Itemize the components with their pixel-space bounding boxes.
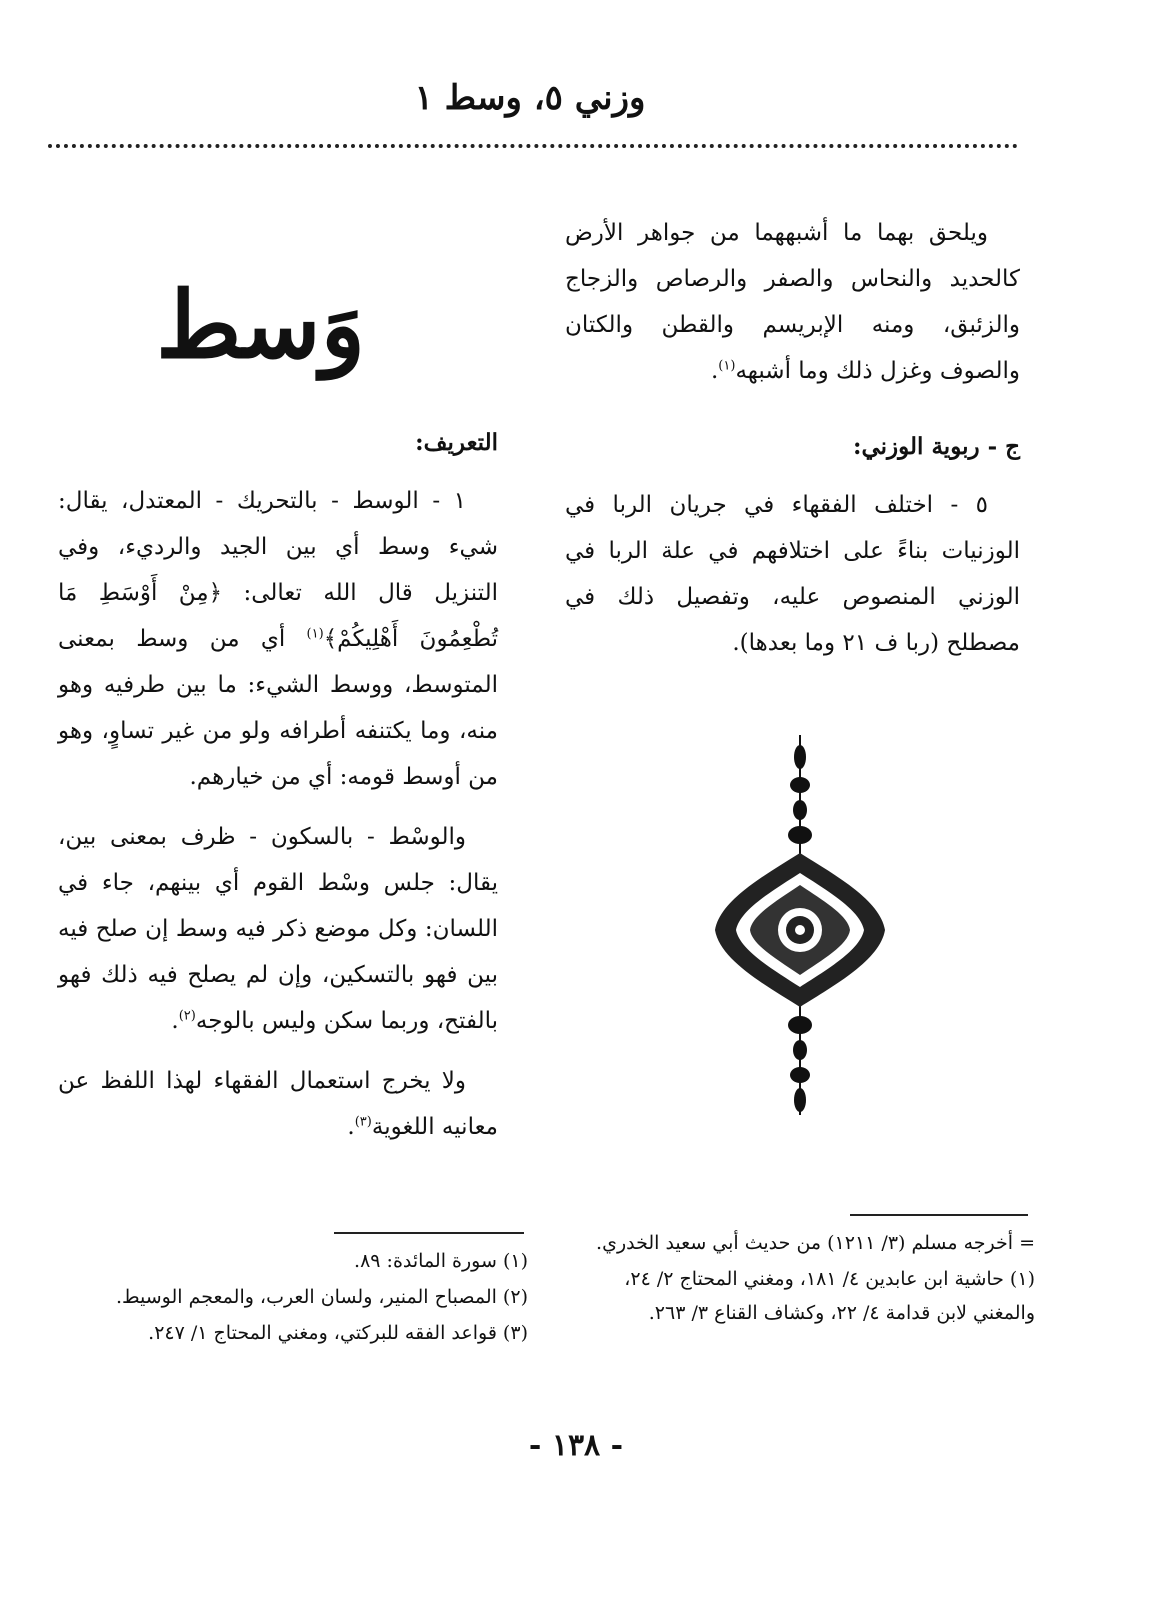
footnote-item: (١) سورة المائدة: ٨٩.	[354, 1250, 528, 1272]
running-header: وزني ٥، وسط ١	[414, 78, 646, 118]
footnote-rule-left	[334, 1232, 524, 1234]
intro-paragraph: ويلحق بهما ما أشبههما من جواهر الأرض كالحديد والنحاس والصفر والرصاص والزجاج والزئبق، ومنه الإبريسم والقطن والكتان والصوف وغزل ذلك وما أشبهه$^{(١)}$.	[565, 220, 1020, 384]
footnote-item: (٢) المصباح المنير، ولسان العرب، والمعجم الوسيط.	[115, 1286, 528, 1308]
section-5-paragraph: ٥ - اختلف الفقهاء في جريان الربا في الوزنيات بناءً على اختلافهم في علة الربا في الوزني المنصوص عليه، وتفصيل ذلك في مصطلح (ربا ف ٢١ وما بعدها).	[565, 492, 1020, 656]
definition-paragraph-1	[58, 478, 498, 800]
footnote-item: (٣) قواعد الفقه للبركتي، ومغني المحتاج ١/ ٢٤٧.	[148, 1322, 528, 1344]
left-column	[58, 420, 498, 1150]
para3-text: ولا يخرج استعمال الفقهاء لهذا اللفظ عن معانيه اللغوية	[58, 1068, 498, 1140]
footnote-item: = أخرجه مسلم (٣/ ١٢١١) من حديث أبي سعيد الخدري.	[596, 1232, 1035, 1254]
footnotes-right	[565, 1226, 1035, 1332]
footnote-ref: (٢)	[178, 1008, 196, 1024]
header-dotted-rule	[48, 144, 1018, 148]
footnote-rule-right	[850, 1214, 1028, 1216]
entry-title: وَسط	[156, 271, 365, 379]
definition-paragraph-3: ولا يخرج استعمال الفقهاء لهذا اللفظ عن معانيه اللغوية$^{(٣)}$.	[58, 1068, 498, 1140]
page-number: - ١٣٨ -	[528, 1428, 624, 1463]
footnote-ref: (١)	[718, 358, 736, 374]
footnote-item: (١) حاشية ابن عابدين ٤/ ١٨١، ومغني المحتاج ٢/ ٢٤، والمغني لابن قدامة ٤/ ٢٢، وكشاف القناع ٣/ ٢٦٣.	[624, 1268, 1035, 1324]
footnotes-left	[58, 1244, 528, 1352]
definition-paragraph-2: والوسْط - بالسكون - ظرف بمعنى بين، يقال: جلس وسْط القوم أي بينهم، جاء في اللسان: وكل موضع ذكر فيه وسط إن صلح فيه بين فهو بالتسكين، وإن لم يصلح فيه ذلك فهو بالفتح، وربما سكن وليس بالوجه$^{(٢)}$.	[58, 824, 498, 1034]
definition-heading: التعريف:	[415, 429, 498, 456]
footnote-ref: (١)	[306, 626, 324, 642]
intro-text: ويلحق بهما ما أشبههما من جواهر الأرض كالحديد والنحاس والصفر والرصاص والزجاج والزئبق، ومنه الإبريسم والقطن والكتان والصوف وغزل ذلك وما أشبهه	[565, 220, 1020, 384]
ornament-icon	[700, 735, 900, 1115]
section-heading-ribawiya: ج - ربوية الوزني:	[853, 433, 1020, 460]
para2-text: والوسْط - بالسكون - ظرف بمعنى بين، يقال: جلس وسْط القوم أي بينهم، جاء في اللسان: وكل موضع ذكر فيه وسط إن صلح فيه بين فهو بالتسكين، وإن لم يصلح فيه ذلك فهو بالفتح، وربما سكن وليس بالوجه	[58, 824, 498, 1034]
para1-text-b: أي من وسط بمعنى المتوسط، ووسط الشيء: ما بين طرفيه وهو منه، وما يكتنفه أطرافه ولو من غير تساوٍ، وهو من أوسط قومه: أي من خيارهم.	[58, 626, 498, 790]
para1-text-a: ١ - الوسط - بالتحريك - المعتدل، يقال: شيء وسط أي بين الجيد والرديء، وفي التنزيل قال الله تعالى: ﴿مِنْ أَوْسَطِ مَا تُطْعِمُونَ أَهْلِيكُمْ﴾	[58, 488, 498, 652]
right-column	[565, 210, 1020, 666]
footnote-ref: (٣)	[354, 1114, 372, 1130]
